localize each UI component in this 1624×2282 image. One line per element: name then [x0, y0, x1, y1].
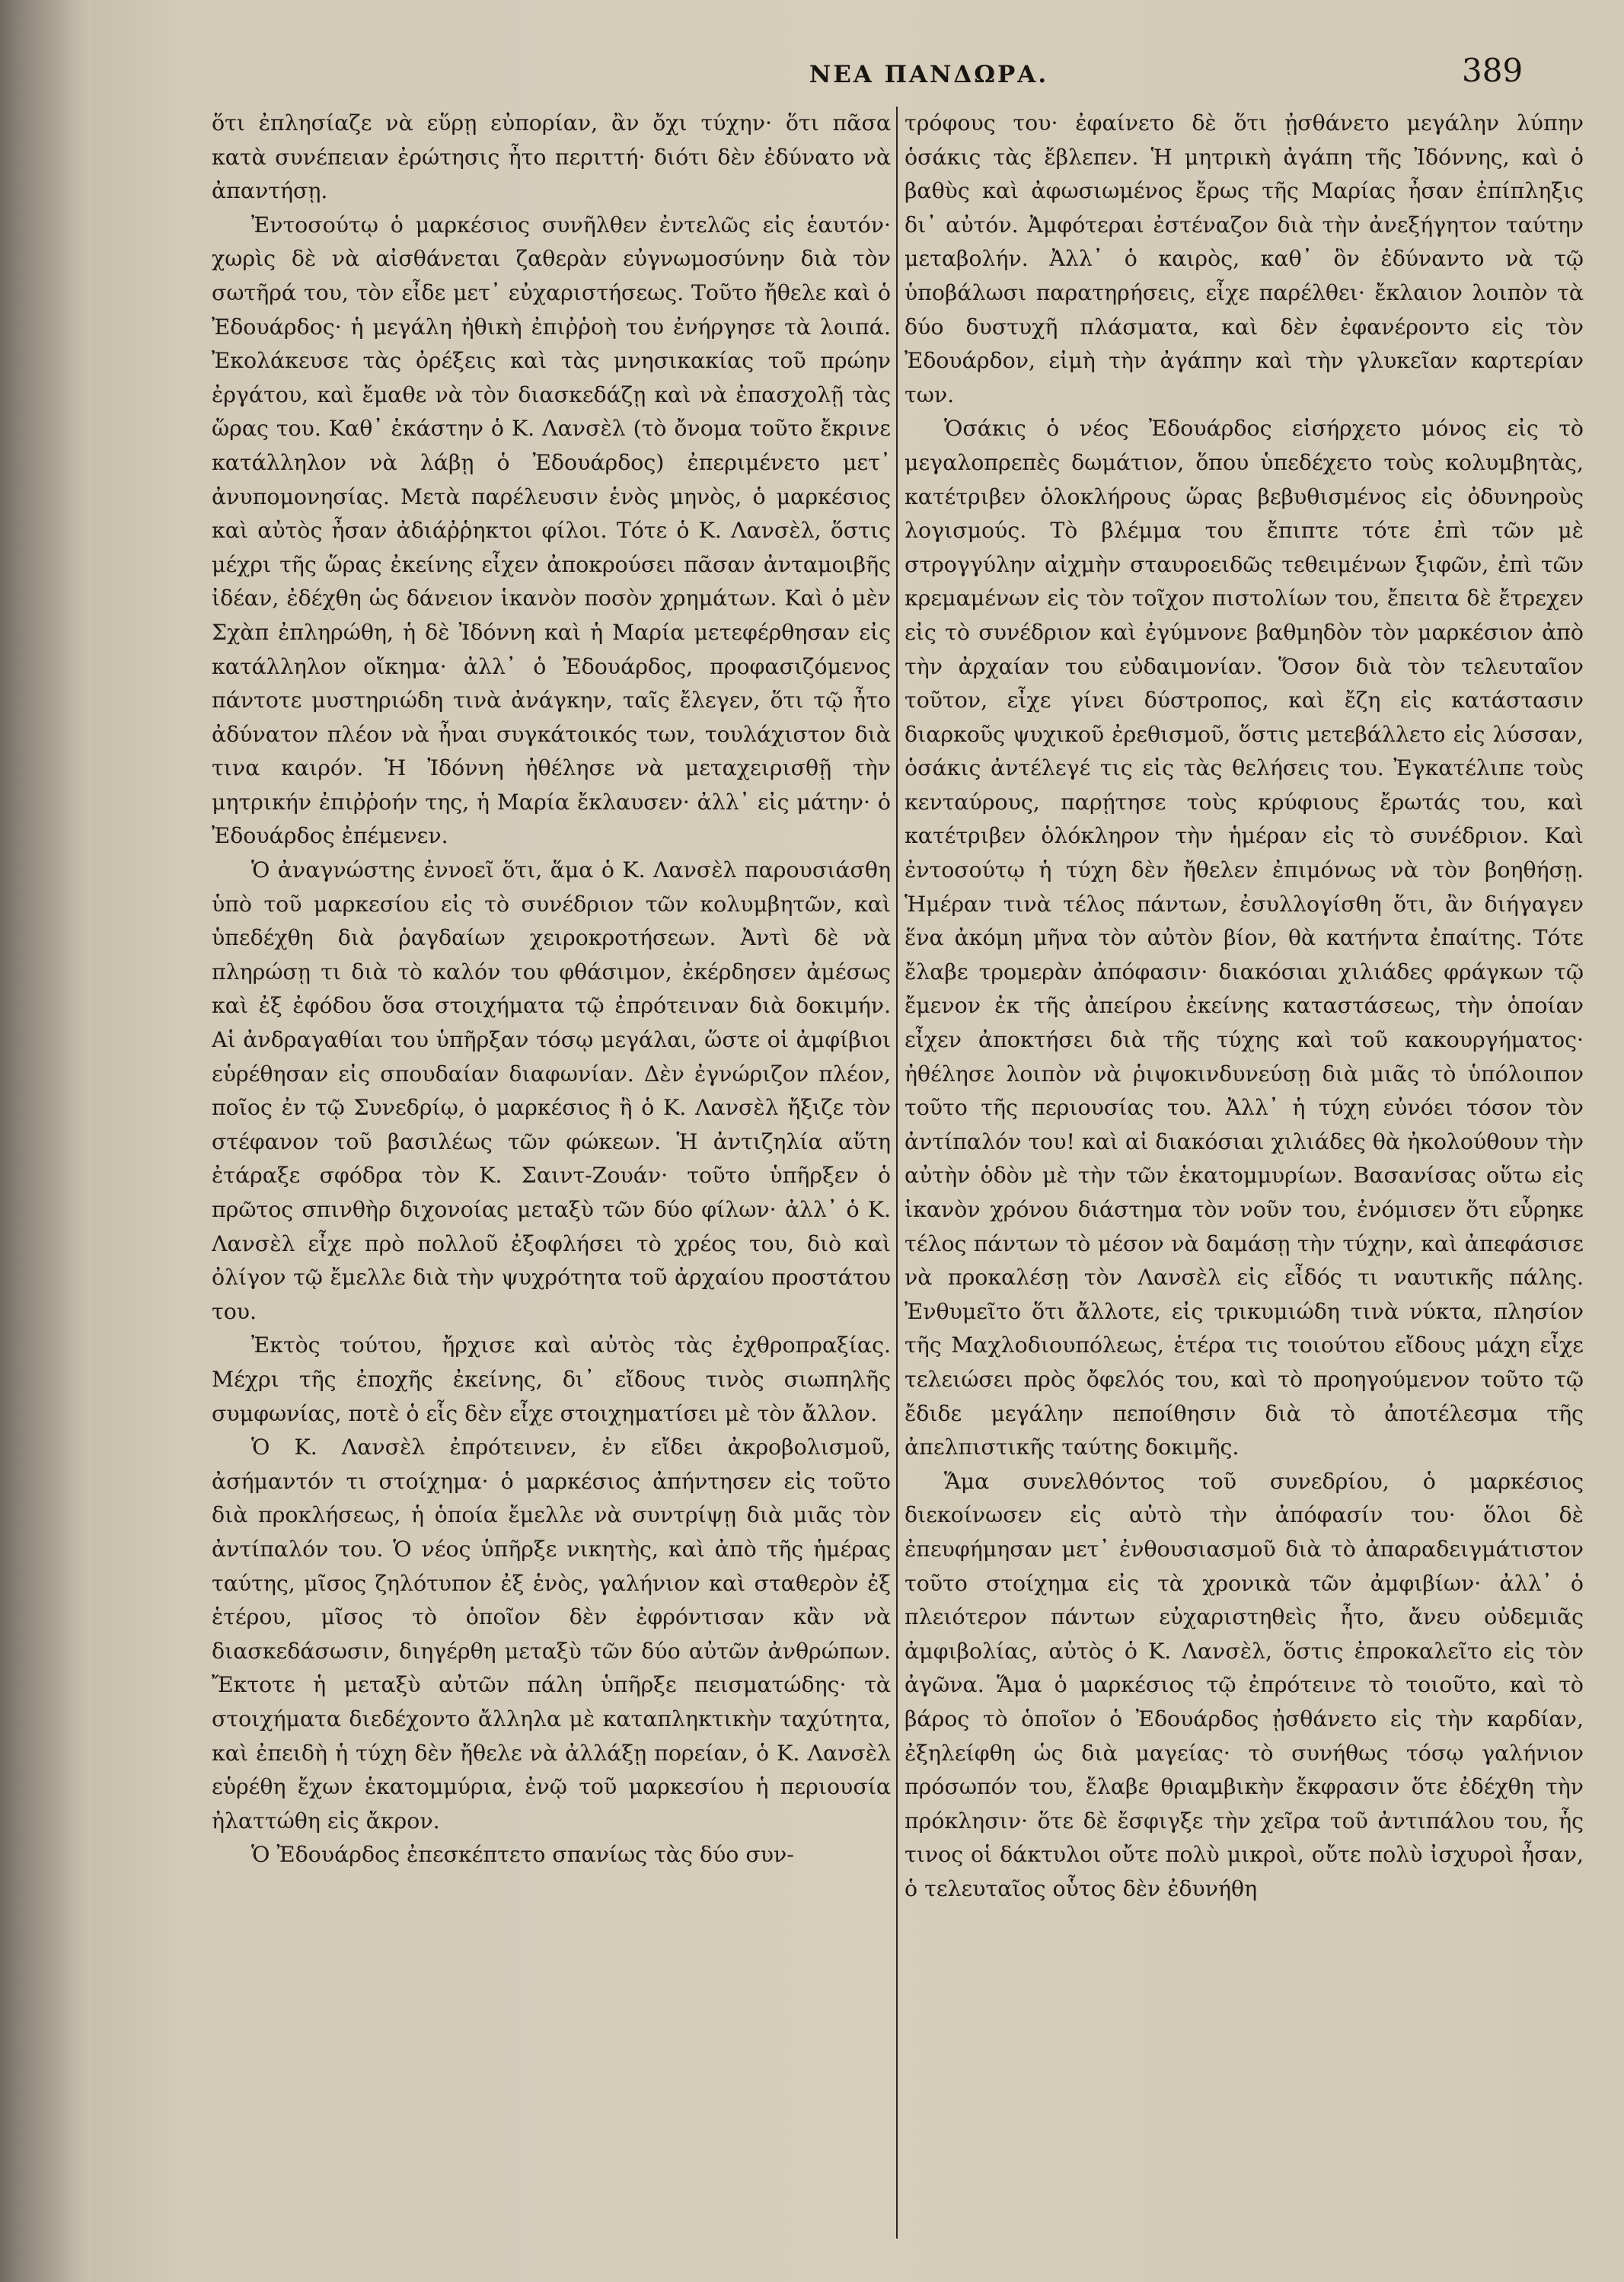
paragraph: Ἐντοσούτῳ ὁ μαρκέσιος συνῆλθεν ἐντελῶς εἰς ἑαυτόν· χωρὶς δὲ νὰ αἰσθάνεται ζαθερὰν εὐγνωμοσύνην διὰ τὸν σωτῆρά του, τὸν εἶδε μετ᾽ εὐχαριστήσεως. Τοῦτο ἤθελε καὶ ὁ Ἐδουάρδος· ἡ μεγάλη ἠθικὴ ἐπιῤῥοὴ του ἐνήργησε τὰ λοιπά. Ἐκολάκευσε τὰς ὀρέξεις καὶ τὰς μνησικακίας τοῦ πρώην ἐργάτου, καὶ ἔμαθε νὰ τὸν διασκεδάζῃ καὶ νὰ ἐπασχολῇ τὰς ὥρας του. Καθ᾽ ἑκάστην ὁ Κ. Λανσὲλ (τὸ ὄνομα τοῦτο ἔκρινε κατάλληλον νὰ λάβῃ ὁ Ἐδουάρδος) ἐπεριμένετο μετ᾽ ἀνυπομονησίας. Μετὰ παρέλευσιν ἑνὸς μηνὸς, ὁ μαρκέσιος καὶ αὐτὸς ἦσαν ἀδιάῤῥηκτοι φίλοι. Τότε ὁ Κ. Λανσὲλ, ὅστις μέχρι τῆς ὥρας ἐκείνης εἶχεν ἀποκρούσει πᾶσαν ἀνταμοιβῆς ἰδέαν, ἐδέχθη ὡς δάνειον ἱκανὸν ποσὸν χρημάτων. Καὶ ὁ μὲν Σχὰπ ἐπληρώθη, ἡ δὲ Ἰδόννη καὶ ἡ Μαρία μετεφέρθησαν εἰς κατάλληλον οἴκημα· ἀλλ᾽ ὁ Ἐδουάρδος, προφασιζόμενος πάντοτε μυστηριώδη τινὰ ἀνάγκην, ταῖς ἔλεγεν, ὅτι τῷ ἦτο ἀδύνατον πλέον νὰ ἦναι συγκάτοικός των, τουλάχιστον διὰ τινα καιρόν. Ἡ Ἰδόννη ἠθέλησε νὰ μεταχειρισθῇ τὴν μητρικήν ἐπιῤῥοήν της, ἡ Μαρία ἔκλαυσεν· ἀλλ᾽ εἰς μάτην· ὁ Ἐδουάρδος ἐπέμενεν.: [212, 212, 891, 849]
paragraph: Ὁ Κ. Λανσὲλ ἐπρότεινεν, ἐν εἴδει ἀκροβολισμοῦ, ἀσήμαντόν τι στοίχημα· ὁ μαρκέσιος ἀπήντησεν εἰς τοῦτο διὰ προκλήσεως, ἡ ὁποία ἔμελλε νὰ συντρίψῃ διὰ μιᾶς τὸν ἀντίπαλόν του. Ὁ νέος ὑπῆρξε νικητὴς, καὶ ἀπὸ τῆς ἡμέρας ταύτης, μῖσος ζηλότυπον ἐξ ἑνὸς, γαλήνιον καὶ σταθερὸν ἐξ ἑτέρου, μῖσος τὸ ὁποῖον δὲν ἐφρόντισαν κἂν νὰ διασκεδάσωσιν, διηγέρθη μεταξὺ τῶν δύο αὐτῶν ἀνθρώπων. Ἔκτοτε ἡ μεταξὺ αὐτῶν πάλη ὑπῆρξε πεισματώδης· τὰ στοιχήματα διεδέχοντο ἄλληλα μὲ καταπληκτικὴν ταχύτητα, καὶ ἐπειδὴ ἡ τύχη δὲν ἤθελε νὰ ἀλλάξῃ πορείαν, ὁ Κ. Λανσὲλ εὑρέθη ἔχων ἑκατομμύρια, ἐνῷ τοῦ μαρκεσίου ἡ περιουσία ἠλαττώθη εἰς ἄκρον.: [212, 1435, 891, 1834]
page-number: 389: [1462, 52, 1523, 89]
paragraph: Ἅμα συνελθόντος τοῦ συνεδρίου, ὁ μαρκέσιος διεκοίνωσεν εἰς αὐτὸ τὴν ἀπόφασίν του· ὅλοι δὲ ἐπευφήμησαν μετ᾽ ἐνθουσιασμοῦ διὰ τὸ ἀπαραδειγμάτιστον τοῦτο στοίχημα εἰς τὰ χρονικὰ τῶν ἀμφιβίων· ἀλλ᾽ ὁ πλειότερον πάντων εὐχαριστηθεὶς ἦτο, ἄνευ οὐδεμιᾶς ἀμφιβολίας, αὐτὸς ὁ Κ. Λανσὲλ, ὅστις ἐπροκαλεῖτο εἰς τὸν ἀγῶνα. Ἅμα ὁ μαρκέσιος τῷ ἐπρότεινε τὸ τοιοῦτο, καὶ τὸ βάρος τὸ ὁποῖον ὁ Ἐδουάρδος ᾐσθάνετο εἰς τὴν καρδίαν, ἐξηλείφθη ὡς διὰ μαγείας· τὸ συνήθως τόσῳ γαλήνιον πρόσωπόν του, ἔλαβε θριαμβικὴν ἔκφρασιν ὅτε ἐδέχθη τὴν πρόκλησιν· ὅτε δὲ ἔσφιγξε τὴν χεῖρα τοῦ ἀντιπάλου του, ἧς τινος οἱ δάκτυλοι οὔτε πολὺ μικροὶ, οὔτε πολὺ ἰσχυροὶ ἦσαν, ὁ τελευταῖος οὗτος δὲν ἐδυνήθη: [905, 1468, 1584, 1901]
paragraph: Ὁσάκις ὁ νέος Ἐδουάρδος εἰσήρχετο μόνος εἰς τὸ μεγαλοπρεπὲς δωμάτιον, ὅπου ὑπεδέχετο τοὺς κολυμβητὰς, κατέτριβεν ὁλοκλήρους ὥρας βεβυθισμένος εἰς ὀδυνηροὺς λογισμούς. Τὸ βλέμμα του ἔπιπτε τότε ἐπὶ τῶν μὲ στρογγύλην αἰχμὴν σταυροειδῶς τεθειμένων ξιφῶν, ἐπὶ τῶν κρεμαμένων εἰς τὸν τοῖχον πιστολίων του, ἔπειτα δὲ ἔτρεχεν εἰς τὸ συνέδριον καὶ ἐγύμνονε βαθμηδὸν τὸν μαρκέσιον ἀπὸ τὴν ἀρχαίαν του εὐδαιμονίαν. Ὅσον διὰ τὸν τελευταῖον τοῦτον, εἶχε γίνει δύστροπος, καὶ ἔζη εἰς κατάστασιν διαρκοῦς ψυχικοῦ ἐρεθισμοῦ, ὅστις μετεβάλλετο εἰς λύσσαν, ὁσάκις ἀντέλεγέ τις εἰς τὰς θελήσεις του. Ἐγκατέλιπε τοὺς κενταύρους, παρῄτησε τοὺς κρύφιους ἔρωτάς του, καὶ κατέτριβεν ὁλόκληρον τὴν ἡμέραν εἰς τὸ συνέδριον. Καὶ ἐντοσούτῳ ἡ τύχη δὲν ἤθελεν ἐπιμόνως νὰ τὸν βοηθήσῃ. Ἡμέραν τινὰ τέλος πάντων, ἐσυλλογίσθη ὅτι, ἂν διήγαγεν ἕνα ἀκόμη μῆνα τὸν αὐτὸν βίον, θὰ κατήντα ἐπαίτης. Τότε ἔλαβε τρομερὰν ἀπόφασιν· διακόσιαι χιλιάδες φράγκων τῷ ἔμενον ἐκ τῆς ἀπείρου ἐκείνης καταστάσεως, τὴν ὁποίαν εἶχεν ἀποκτήσει διὰ τῆς τύχης καὶ τοῦ κακουργήματος· ἠθέλησε λοιπὸν νὰ ῥιψοκινδυνεύσῃ διὰ μιᾶς τὸ ὑπόλοιπον τοῦτο τῆς περιουσίας του. Ἀλλ᾽ ἡ τύχη εὐνόει τόσον τὸν ἀντίπαλόν του! καὶ αἱ διακόσιαι χιλιάδες θὰ ἠκολούθουν τὴν αὐτὴν ὁδὸν μὲ τὴν τῶν ἑκατομμυρίων. Βασανίσας οὕτω εἰς ἱκανὸν χρόνου διάστημα τὸν νοῦν του, ἐνόμισεν ὅτι εὗρηκε τέλος πάντων τὸ μέσον νὰ δαμάσῃ τὴν τύχην, καὶ ἀπεφάσισε νὰ προκαλέσῃ τὸν Λανσὲλ εἰς εἶδός τι ναυτικῆς πάλης. Ἐνθυμεῖτο ὅτι ἄλλοτε, εἰς τρικυμιώδη τινὰ νύκτα, πλησίον τῆς Μαχλοδιουπόλεως, ἑτέρα τις τοιούτου εἴδους μάχη εἶχε τελειώσει πρὸς ὄφελός του, καὶ τὸ προηγούμενον τοῦτο τῷ ἔδιδε μεγάλην πεποίθησιν διὰ τὸ ἀποτέλεσμα τῆς ἀπελπιστικῆς ταύτης δοκιμῆς.: [905, 416, 1584, 1460]
paragraph: Ἐκτὸς τούτου, ἤρχισε καὶ αὐτὸς τὰς ἐχθροπραξίας. Μέχρι τῆς ἐποχῆς ἐκείνης, δι᾽ εἴδους τινὸς σιωπηλῆς συμφωνίας, ποτὲ ὁ εἷς δὲν εἶχε στοιχηματίσει μὲ τὸν ἄλλον.: [212, 1332, 891, 1426]
text-column-left: [212, 107, 891, 2239]
running-header-title: ΝΕΑ ΠΑΝΔΩΡΑ.: [809, 61, 1049, 88]
paragraph: τρόφους του· ἐφαίνετο δὲ ὅτι ᾐσθάνετο μεγάλην λύπην ὁσάκις τὰς ἔβλεπεν. Ἡ μητρικὴ ἀγάπη τῆς Ἰδόννης, καὶ ὁ βαθὺς καὶ ἀφωσιωμένος ἔρως τῆς Μαρίας ἦσαν ἐπίπληξις δι᾽ αὐτόν. Ἀμφότεραι ἐστέναζον διὰ τὴν ἀνεξήγητον ταύτην μεταβολήν. Ἀλλ᾽ ὁ καιρὸς, καθ᾽ ὃν ἐδύναντο νὰ τῷ ὑποβάλωσι παρατηρήσεις, εἶχε παρέλθει· ἔκλαιον λοιπὸν τὰ δύο δυστυχῆ πλάσματα, καὶ δὲν ἐφανέροντο εἰς τὸν Ἐδουάρδον, εἰμὴ τὴν ἀγάπην καὶ τὴν γλυκεῖαν καρτερίαν των.: [905, 110, 1584, 407]
book-binding-shadow: [0, 0, 91, 2282]
text-column-right: [905, 107, 1584, 2239]
column-divider: [896, 107, 898, 2239]
paragraph: Ὁ ἀναγνώστης ἐννοεῖ ὅτι, ἅμα ὁ Κ. Λανσὲλ παρουσιάσθη ὑπὸ τοῦ μαρκεσίου εἰς τὸ συνέδριον τῶν κολυμβητῶν, καὶ ὑπεδέχθη διὰ ῥαγδαίων χειροκροτήσεων. Ἀντὶ δὲ νὰ πληρώσῃ τι διὰ τὸ καλόν του φθάσιμον, ἐκέρδησεν ἀμέσως καὶ ἐξ ἐφόδου ὅσα στοιχήματα τῷ ἐπρότειναν διὰ δοκιμήν. Αἱ ἀνδραγαθίαι του ὑπῆρξαν τόσῳ μεγάλαι, ὥστε οἱ ἀμφίβιοι εὑρέθησαν εἰς σπουδαίαν διαφωνίαν. Δὲν ἐγνώριζον πλέον, ποῖος ἐν τῷ Συνεδρίῳ, ὁ μαρκέσιος ἢ ὁ Κ. Λανσὲλ ἤξιζε τὸν στέφανον τοῦ βασιλέως τῶν φώκεων. Ἡ ἀντιζηλία αὕτη ἐτάραξε σφόδρα τὸν Κ. Σαιντ-Ζουάν· τοῦτο ὑπῆρξεν ὁ πρῶτος σπινθὴρ διχονοίας μεταξὺ τῶν δύο φίλων· ἀλλ᾽ ὁ Κ. Λανσὲλ εἶχε πρὸ πολλοῦ ἐξοφλήσει τὸ χρέος του, διὸ καὶ ὀλίγον τῷ ἔμελλε διὰ τὴν ψυχρότητα τοῦ ἀρχαίου προστάτου του.: [212, 857, 891, 1324]
paragraph: ὅτι ἐπλησίαζε νὰ εὕρῃ εὐπορίαν, ἂν ὄχι τύχην· ὅτι πᾶσα κατὰ συνέπειαν ἐρώτησις ἦτο περιττή· διότι δὲν ἐδύνατο νὰ ἀπαντήσῃ.: [212, 110, 891, 204]
paragraph: Ὁ Ἐδουάρδος ἐπεσκέπτετο σπανίως τὰς δύο συν-: [251, 1842, 794, 1868]
